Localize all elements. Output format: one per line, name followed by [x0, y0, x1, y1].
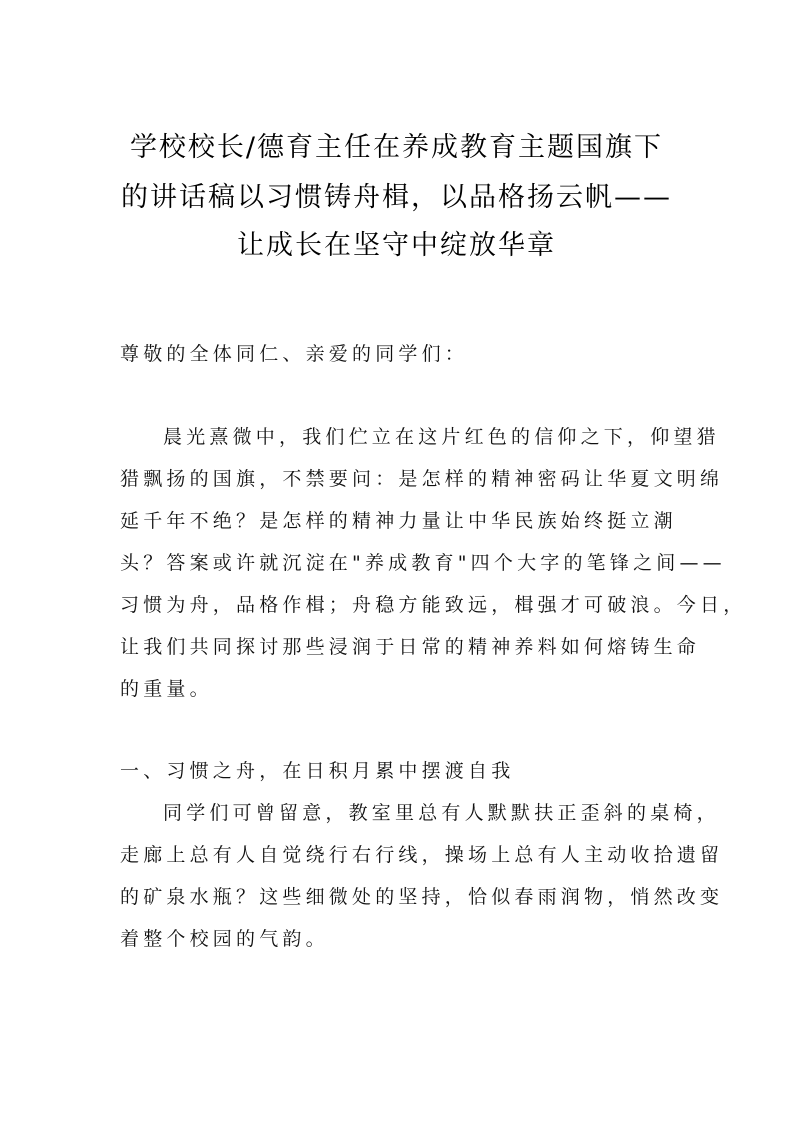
section-1-heading: 一、习惯之舟，在日积月累中摆渡自我	[120, 760, 515, 782]
intro-paragraph-line: 猎飘扬的国旗，不禁要问：是怎样的精神密码让华夏文明绵	[120, 468, 724, 490]
intro-paragraph-line: 让我们共同探讨那些浸润于日常的精神养料如何熔铸生命	[120, 636, 701, 658]
greeting: 尊敬的全体同仁、亲爱的同学们：	[120, 343, 469, 365]
section-1-paragraph-line: 同学们可曾留意，教室里总有人默默扶正歪斜的桌椅，	[163, 802, 720, 824]
intro-paragraph-line: 晨光熹微中，我们伫立在这片红色的信仰之下，仰望猎	[163, 426, 720, 448]
intro-paragraph-line: 习惯为舟，品格作楫；舟稳方能致远，楫强才可破浪。今日，	[120, 594, 747, 616]
section-1-paragraph-line: 着整个校园的气韵。	[120, 928, 329, 950]
intro-paragraph-line: 延千年不绝？是怎样的精神力量让中华民族始终挺立潮	[120, 510, 677, 532]
document-title-line-2: 的讲话稿以习惯铸舟楫，以品格扬云帆——	[121, 182, 672, 213]
section-1-paragraph-line: 走廊上总有人自觉绕行右行线，操场上总有人主动收拾遗留	[120, 844, 724, 866]
intro-paragraph-line: 的重量。	[120, 678, 213, 700]
document-title-line-1: 学校校长/德育主任在养成教育主题国旗下	[129, 132, 664, 163]
intro-paragraph-line: 头？答案或许就沉淀在"养成教育"四个大字的笔锋之间——	[120, 552, 726, 574]
section-1-paragraph-line: 的矿泉水瓶？这些细微处的坚持，恰似春雨润物，悄然改变	[120, 886, 724, 908]
document-title-line-3: 让成长在坚守中绽放华章	[237, 230, 556, 261]
